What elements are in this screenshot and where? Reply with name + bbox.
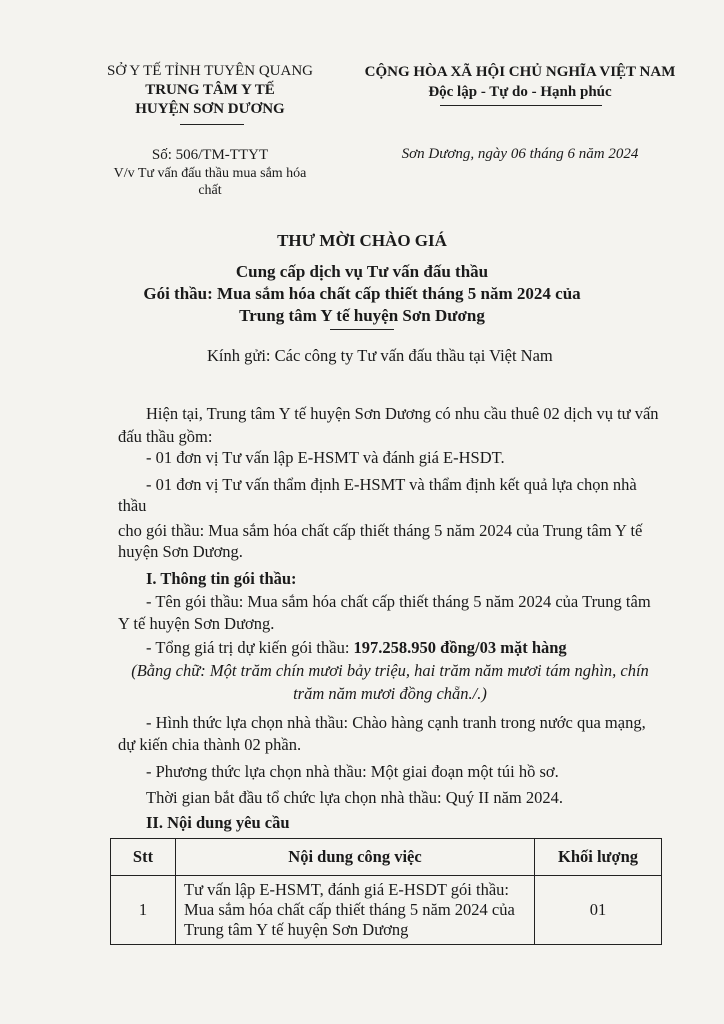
column-header-stt: Stt bbox=[111, 839, 176, 876]
service-item-1: - 01 đơn vị Tư vấn lập E-HSMT và đánh giá E-HSDT. bbox=[146, 448, 505, 467]
intro-line2: đấu thầu gồm: bbox=[118, 427, 213, 446]
org-name-line1: TRUNG TÂM Y TẾ bbox=[145, 82, 275, 98]
national-motto: Độc lập - Tự do - Hạnh phúc bbox=[428, 84, 612, 100]
column-header-content: Nội dung công việc bbox=[176, 839, 535, 876]
title-line2: Gói thầu: Mua sắm hóa chất cấp thiết tháng 5 năm 2024 của bbox=[143, 284, 581, 303]
package-line1: cho gói thầu: Mua sắm hóa chất cấp thiết tháng 5 năm 2024 của Trung tâm Y tế bbox=[118, 521, 643, 540]
start-time: Thời gian bắt đầu tổ chức lựa chọn nhà thầu: Quý II năm 2024. bbox=[146, 788, 564, 807]
title-line1: Cung cấp dịch vụ Tư vấn đấu thầu bbox=[235, 262, 489, 281]
table-row bbox=[111, 876, 662, 945]
procedure: - Phương thức lựa chọn nhà thầu: Một giai đoạn một túi hồ sơ. bbox=[146, 762, 559, 781]
cell-stt: 1 bbox=[111, 876, 176, 945]
cell-quantity: 01 bbox=[535, 876, 662, 945]
service-item-2-cont: thầu bbox=[118, 496, 147, 515]
section-1-heading: I. Thông tin gói thầu: bbox=[146, 569, 297, 588]
ministry-name: SỞ Y TẾ TỈNH TUYÊN QUANG bbox=[107, 63, 313, 79]
doc-subject-line2: chất bbox=[198, 183, 222, 198]
title-underline bbox=[330, 329, 394, 330]
title-line3: Trung tâm Y tế huyện Sơn Dương bbox=[239, 306, 485, 325]
place-date: Sơn Dương, ngày 06 tháng 6 năm 2024 bbox=[401, 146, 639, 162]
intro-line1: Hiện tại, Trung tâm Y tế huyện Sơn Dương có nhu cầu thuê 02 dịch vụ tư vấn bbox=[146, 404, 659, 423]
package-value-label: - Tổng giá trị dự kiến gói thầu: bbox=[146, 638, 354, 657]
doc-number: Số: 506/TM-TTYT bbox=[151, 147, 269, 163]
doc-subject bbox=[100, 165, 320, 199]
header-left-underline bbox=[180, 124, 244, 125]
motto-underline bbox=[440, 105, 602, 106]
doc-subject-line1: V/v Tư vấn đấu thầu mua sắm hóa bbox=[113, 166, 307, 181]
method-line2: dự kiến chia thành 02 phần. bbox=[118, 735, 302, 754]
country-name: CỘNG HÒA XÃ HỘI CHỦ NGHĨA VIỆT NAM bbox=[364, 64, 676, 80]
package-value bbox=[146, 636, 686, 659]
value-in-words-line1: (Bằng chữ: Một trăm chín mươi bảy triệu, hai trăm năm mươi tám nghìn, chín bbox=[131, 661, 649, 680]
package-name-line1: - Tên gói thầu: Mua sắm hóa chất cấp thiết tháng 5 năm 2024 của Trung tâm bbox=[146, 592, 651, 611]
greeting: Kính gửi: Các công ty Tư vấn đấu thầu tại Việt Nam bbox=[207, 346, 553, 365]
column-header-quantity: Khối lượng bbox=[535, 839, 662, 876]
value-in-words-line2: trăm năm mươi đồng chẵn./.) bbox=[293, 684, 487, 703]
table-header-row bbox=[111, 839, 662, 876]
document-title: THƯ MỜI CHÀO GIÁ bbox=[277, 231, 447, 250]
requirements-table bbox=[110, 838, 662, 945]
package-value-amount: 197.258.950 đồng/03 mặt hàng bbox=[353, 638, 567, 657]
header-left bbox=[100, 62, 320, 119]
section-2-heading: II. Nội dung yêu cầu bbox=[146, 813, 290, 832]
package-line2: huyện Sơn Dương. bbox=[118, 542, 243, 561]
method-line1: - Hình thức lựa chọn nhà thầu: Chào hàng cạnh tranh trong nước qua mạng, bbox=[146, 713, 646, 732]
org-name-line2: HUYỆN SƠN DƯƠNG bbox=[135, 101, 285, 117]
package-name-line2: Y tế huyện Sơn Dương. bbox=[118, 614, 275, 633]
cell-content: Tư vấn lập E-HSMT, đánh giá E-HSDT gói thầu: Mua sắm hóa chất cấp thiết tháng 5 năm 2024 của Trung tâm Y tế huyện Sơn Dương bbox=[176, 876, 535, 945]
service-item-2: - 01 đơn vị Tư vấn thẩm định E-HSMT và thẩm định kết quả lựa chọn nhà bbox=[146, 475, 637, 494]
